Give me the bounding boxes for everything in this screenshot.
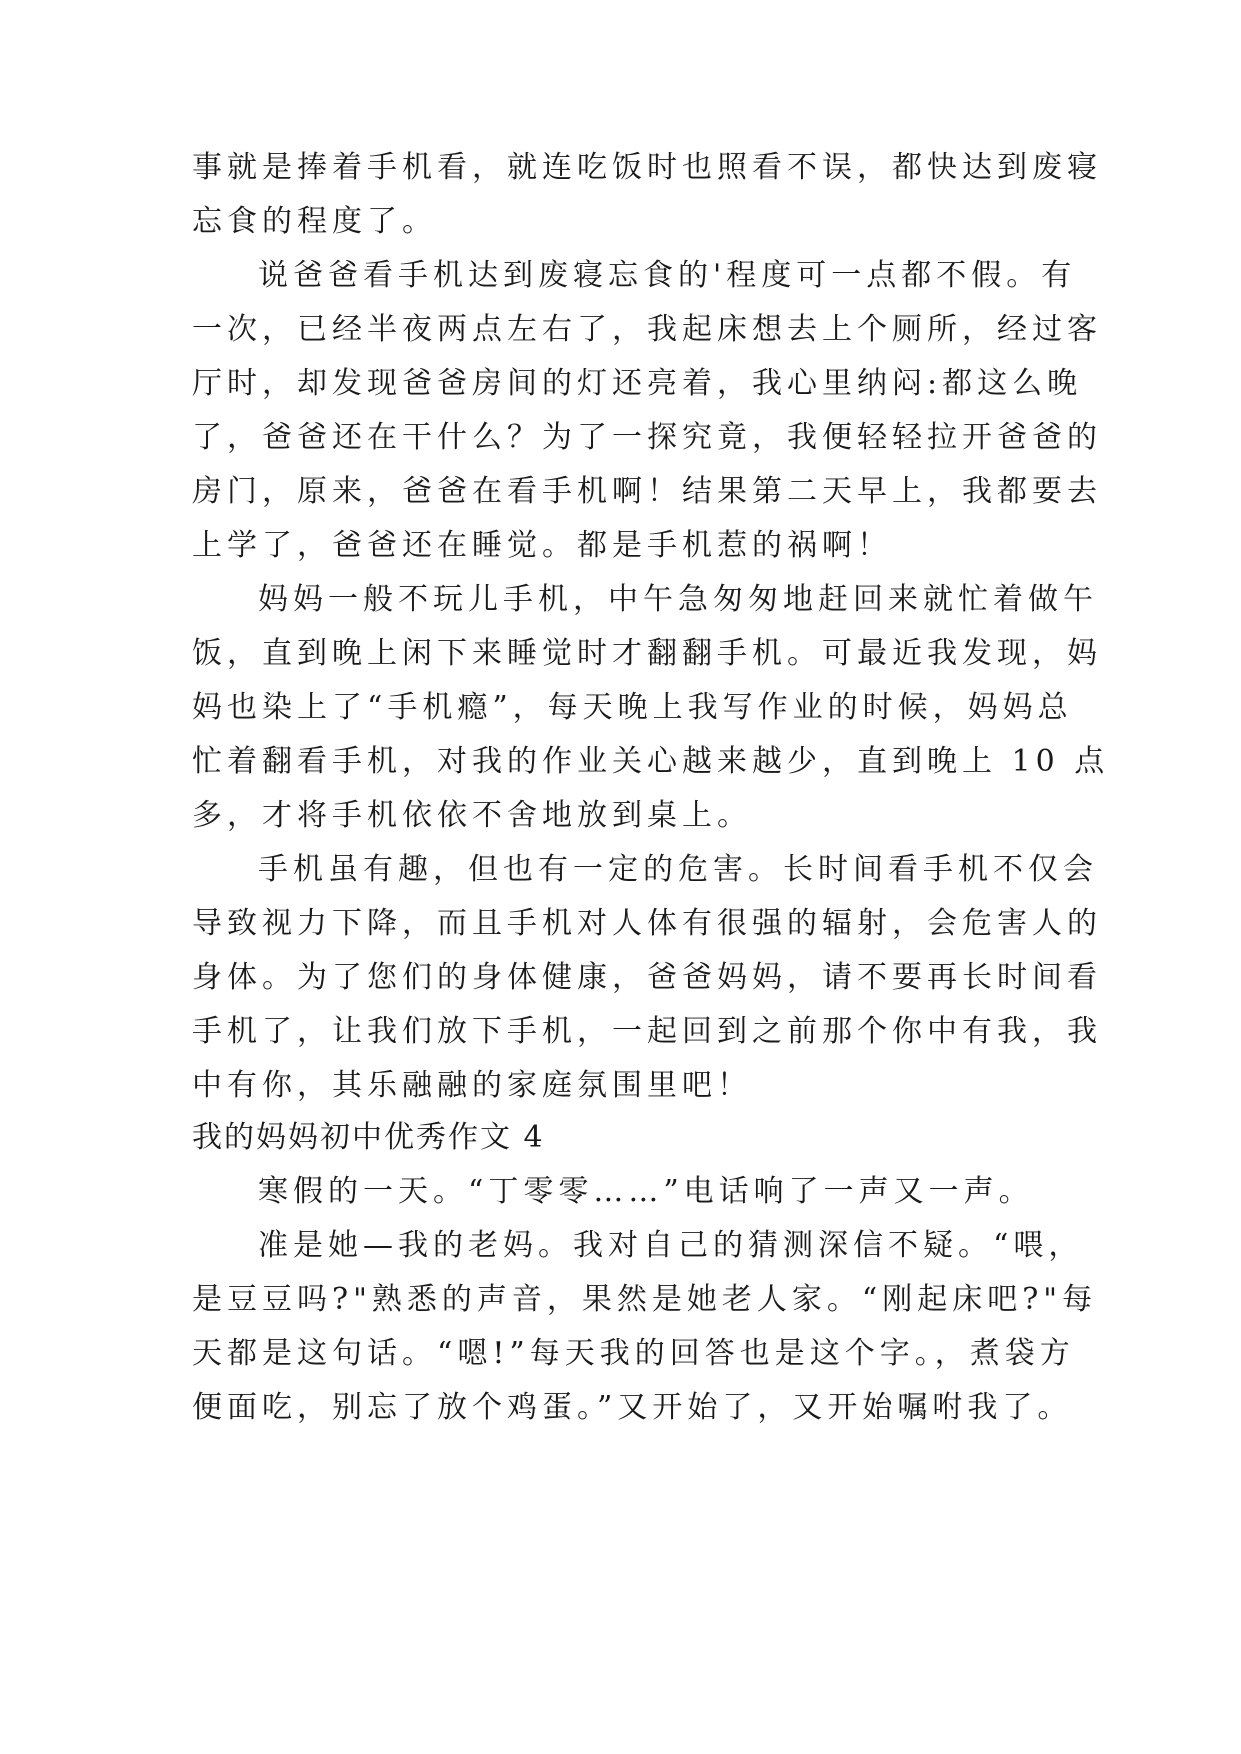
text-line: 房门，原来，爸爸在看手机啊！结果第二天早上，我都要去	[192, 474, 1102, 509]
text-line: 一次，已经半夜两点左右了，我起床想去上个厕所，经过客	[192, 312, 1102, 347]
text-line: 身体。为了您们的身体健康，爸爸妈妈，请不要再长时间看	[192, 960, 1102, 995]
text-line: 厅时，却发现爸爸房间的灯还亮着，我心里纳闷:都这么晚	[192, 366, 1083, 401]
paragraph-start-line: 妈妈一般不玩儿手机，中午急匆匆地赶回来就忙着做午	[258, 582, 1098, 617]
text-line: 天都是这句话。“嗯!”每天我的回答也是这个字。，煮袋方	[192, 1336, 1075, 1371]
text-line: 手机了，让我们放下手机，一起回到之前那个你中有我，我	[192, 1014, 1102, 1049]
text-line: 了，爸爸还在干什么？为了一探究竟，我便轻轻拉开爸爸的	[192, 420, 1102, 455]
text-line: 是豆豆吗?"熟悉的声音，果然是她老人家。“刚起床吧?"每	[192, 1282, 1098, 1317]
paragraph-start-line: 准是她—我的老妈。我对自己的猜测深信不疑。“喂，	[258, 1228, 1084, 1263]
paragraph-start-line: 手机虽有趣，但也有一定的危害。长时间看手机不仅会	[258, 852, 1098, 887]
paragraph-start-line: 寒假的一天。“丁零零……”电话响了一声又一声。	[258, 1174, 1034, 1209]
section-heading: 我的妈妈初中优秀作文 4	[192, 1120, 545, 1155]
text-line: 事就是捧着手机看，就连吃饭时也照看不误，都快达到废寝	[192, 150, 1102, 185]
text-line: 忘食的程度了。	[192, 204, 437, 239]
paragraph-start-line: 说爸爸看手机达到废寝忘食的'程度可一点都不假。有	[258, 258, 1077, 293]
text-line: 饭，直到晚上闲下来睡觉时才翻翻手机。可最近我发现，妈	[192, 636, 1102, 671]
text-line: 多，才将手机依依不舍地放到桌上。	[192, 798, 752, 833]
text-line: 上学了，爸爸还在睡觉。都是手机惹的祸啊！	[192, 528, 892, 563]
text-line: 忙着翻看手机，对我的作业关心越来越少，直到晚上 10 点	[192, 744, 1110, 779]
text-line: 中有你，其乐融融的家庭氛围里吧！	[192, 1068, 752, 1103]
text-line: 妈也染上了“手机瘾”，每天晚上我写作业的时候，妈妈总	[192, 690, 1073, 725]
text-line: 便面吃，别忘了放个鸡蛋。”又开始了，又开始嘱咐我了。	[192, 1390, 1073, 1425]
text-line: 导致视力下降，而且手机对人体有很强的辐射，会危害人的	[192, 906, 1102, 941]
